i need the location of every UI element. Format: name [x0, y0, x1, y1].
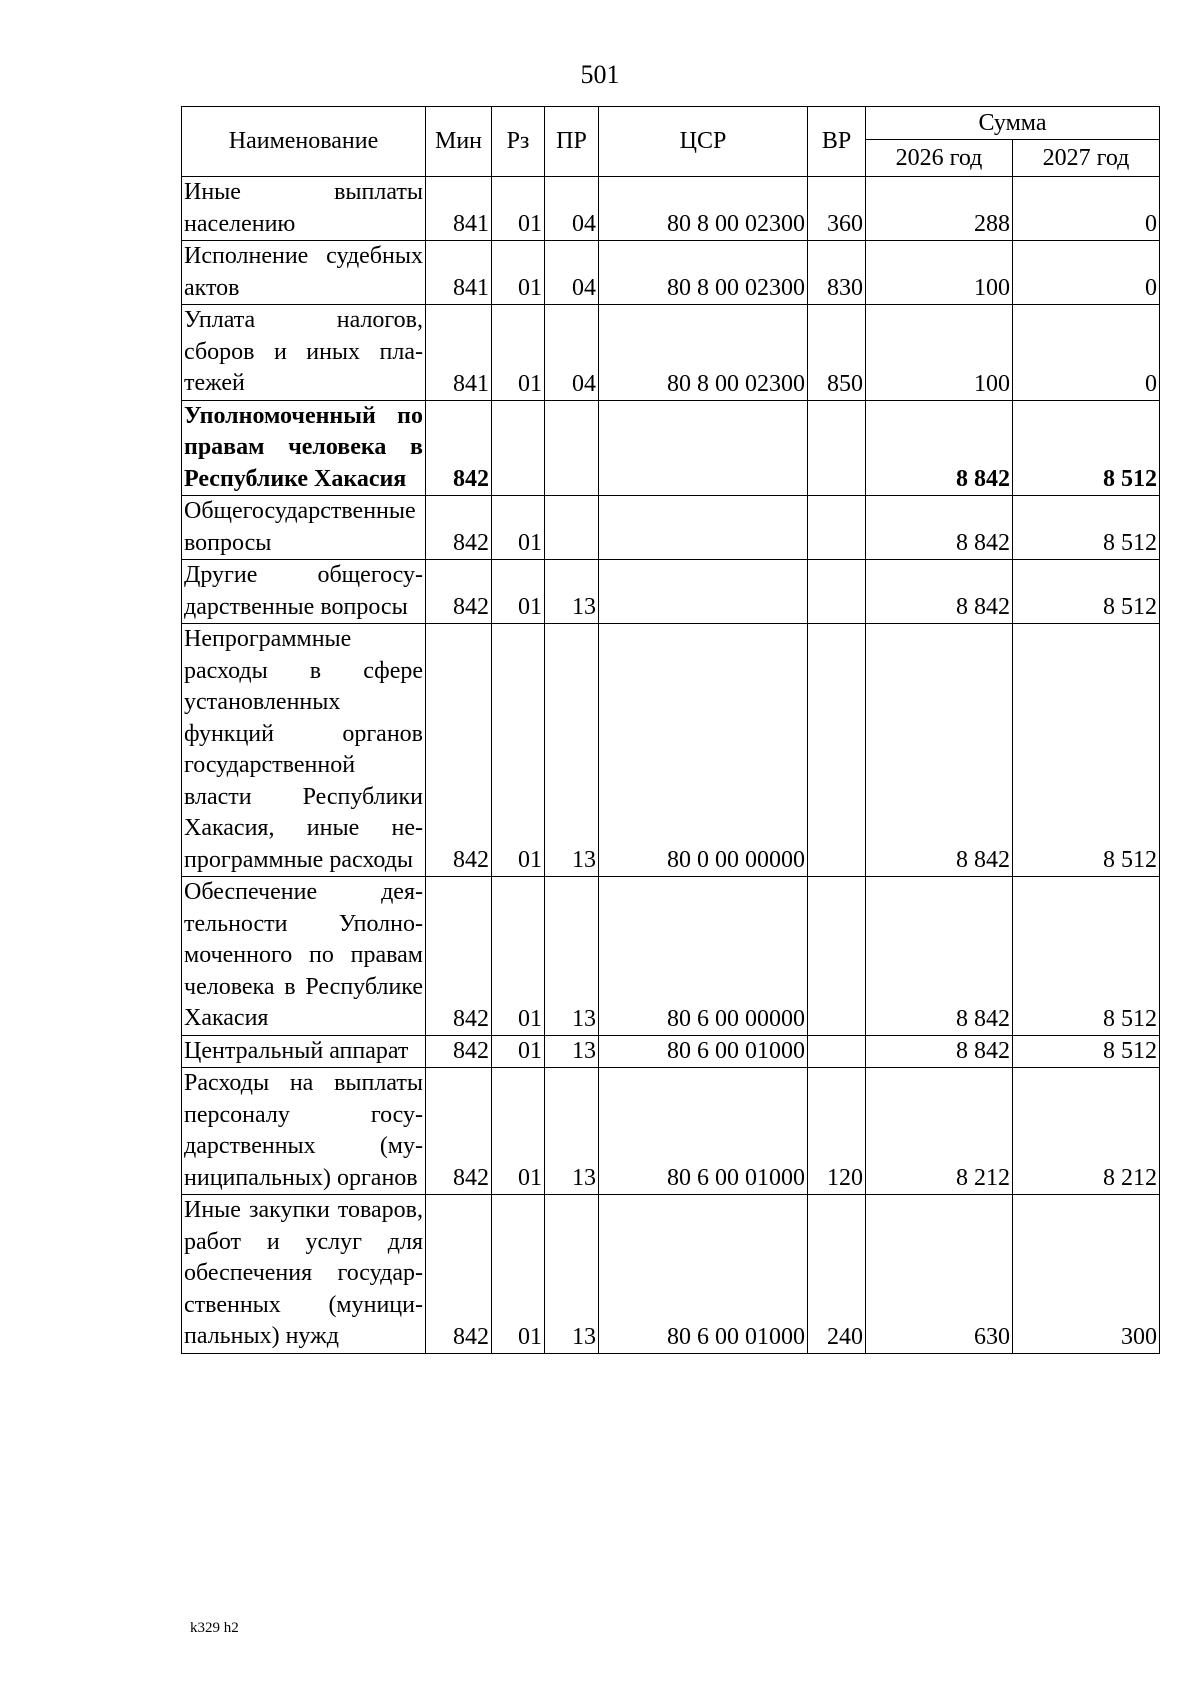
cell-y2027: 300: [1013, 1195, 1160, 1354]
cell-vr: [808, 400, 866, 496]
cell-pr: [545, 496, 599, 560]
cell-y2027: 8 512: [1013, 400, 1160, 496]
cell-pr: 13: [545, 1068, 599, 1195]
cell-name: Уполномоченный по правам человека в Республике Хакасия: [182, 400, 426, 496]
cell-y2026: 8 842: [866, 1035, 1013, 1068]
table-row: [182, 560, 1160, 624]
cell-csr: [599, 560, 808, 624]
cell-y2026: 8 212: [866, 1068, 1013, 1195]
header-name: Наименование: [182, 107, 426, 177]
table-row: [182, 1195, 1160, 1354]
cell-vr: [808, 1035, 866, 1068]
cell-min: 841: [426, 177, 492, 241]
cell-min: 841: [426, 241, 492, 305]
cell-rz: 01: [492, 1068, 545, 1195]
cell-vr: [808, 877, 866, 1036]
cell-pr: 04: [545, 305, 599, 401]
table-row: [182, 400, 1160, 496]
table-row: [182, 877, 1160, 1036]
cell-csr: 80 0 00 00000: [599, 624, 808, 877]
cell-min: 841: [426, 305, 492, 401]
cell-csr: 80 6 00 00000: [599, 877, 808, 1036]
cell-name: Непрограммные расходы в сфере установленных функций органов государственной власти Республики Хакасия, иные непрограммные расходы: [182, 624, 426, 877]
cell-rz: 01: [492, 877, 545, 1036]
cell-rz: 01: [492, 177, 545, 241]
cell-vr: 360: [808, 177, 866, 241]
cell-name: Иные выплаты населению: [182, 177, 426, 241]
cell-y2026: 8 842: [866, 877, 1013, 1036]
cell-min: 842: [426, 496, 492, 560]
cell-vr: [808, 624, 866, 877]
cell-vr: [808, 496, 866, 560]
cell-y2026: 8 842: [866, 496, 1013, 560]
cell-y2026: 8 842: [866, 400, 1013, 496]
header-sum: Сумма: [866, 107, 1160, 140]
cell-rz: 01: [492, 624, 545, 877]
cell-name: Исполнение судебных актов: [182, 241, 426, 305]
cell-min: 842: [426, 877, 492, 1036]
cell-y2027: 8 512: [1013, 1035, 1160, 1068]
cell-rz: 01: [492, 560, 545, 624]
cell-pr: 13: [545, 1195, 599, 1354]
cell-y2027: 8 512: [1013, 560, 1160, 624]
footer-code: k329 h2: [190, 1620, 239, 1636]
cell-name: Другие общегосударственные вопросы: [182, 560, 426, 624]
header-2027: 2027 год: [1013, 140, 1160, 177]
cell-pr: 13: [545, 1035, 599, 1068]
header-2026: 2026 год: [866, 140, 1013, 177]
page-number: 501: [580, 60, 620, 89]
cell-pr: 13: [545, 877, 599, 1036]
cell-csr: 80 6 00 01000: [599, 1068, 808, 1195]
cell-y2026: 630: [866, 1195, 1013, 1354]
cell-name: Расходы на выплаты персоналу государственных (муниципальных) органов: [182, 1068, 426, 1195]
cell-vr: 850: [808, 305, 866, 401]
header-csr: ЦСР: [599, 107, 808, 177]
table-row: [182, 624, 1160, 877]
table-body: [182, 177, 1160, 1354]
cell-y2026: 100: [866, 305, 1013, 401]
cell-name: Иные закупки товаров, работ и услуг для обеспечения государственных (муниципальных) нужд: [182, 1195, 426, 1354]
cell-pr: 04: [545, 241, 599, 305]
cell-csr: 80 8 00 02300: [599, 241, 808, 305]
cell-pr: 13: [545, 560, 599, 624]
cell-pr: [545, 400, 599, 496]
cell-name: Уплата налогов, сборов и иных платежей: [182, 305, 426, 401]
cell-min: 842: [426, 1035, 492, 1068]
cell-vr: [808, 560, 866, 624]
table-row: [182, 1035, 1160, 1068]
cell-rz: 01: [492, 305, 545, 401]
cell-y2026: 100: [866, 241, 1013, 305]
header-min: Мин: [426, 107, 492, 177]
table-row: [182, 241, 1160, 305]
cell-min: 842: [426, 1195, 492, 1354]
header-rz: Рз: [492, 107, 545, 177]
cell-y2027: 8 512: [1013, 496, 1160, 560]
cell-vr: 830: [808, 241, 866, 305]
table-row: [182, 1068, 1160, 1195]
cell-rz: 01: [492, 1195, 545, 1354]
cell-csr: [599, 400, 808, 496]
header-pr: ПР: [545, 107, 599, 177]
cell-y2026: 8 842: [866, 624, 1013, 877]
table-row: [182, 496, 1160, 560]
cell-y2027: 0: [1013, 241, 1160, 305]
cell-csr: 80 8 00 02300: [599, 305, 808, 401]
cell-min: 842: [426, 624, 492, 877]
cell-y2027: 0: [1013, 177, 1160, 241]
table-row: [182, 177, 1160, 241]
cell-y2027: 8 512: [1013, 624, 1160, 877]
cell-y2027: 8 212: [1013, 1068, 1160, 1195]
cell-vr: 240: [808, 1195, 866, 1354]
header-vr: ВР: [808, 107, 866, 177]
cell-vr: 120: [808, 1068, 866, 1195]
cell-min: 842: [426, 560, 492, 624]
cell-name: Общегосударственные вопросы: [182, 496, 426, 560]
budget-table: [181, 106, 1160, 1354]
cell-csr: 80 6 00 01000: [599, 1195, 808, 1354]
cell-pr: 13: [545, 624, 599, 877]
cell-rz: [492, 400, 545, 496]
cell-y2027: 0: [1013, 305, 1160, 401]
cell-y2026: 8 842: [866, 560, 1013, 624]
cell-name: Центральный аппарат: [182, 1035, 426, 1068]
cell-rz: 01: [492, 496, 545, 560]
cell-min: 842: [426, 1068, 492, 1195]
cell-csr: [599, 496, 808, 560]
cell-min: 842: [426, 400, 492, 496]
cell-name: Обеспечение деятельности Уполномоченного по правам человека в Республике Хакасия: [182, 877, 426, 1036]
cell-pr: 04: [545, 177, 599, 241]
table-row: [182, 305, 1160, 401]
cell-csr: 80 8 00 02300: [599, 177, 808, 241]
cell-rz: 01: [492, 241, 545, 305]
cell-csr: 80 6 00 01000: [599, 1035, 808, 1068]
cell-y2027: 8 512: [1013, 877, 1160, 1036]
cell-rz: 01: [492, 1035, 545, 1068]
cell-y2026: 288: [866, 177, 1013, 241]
